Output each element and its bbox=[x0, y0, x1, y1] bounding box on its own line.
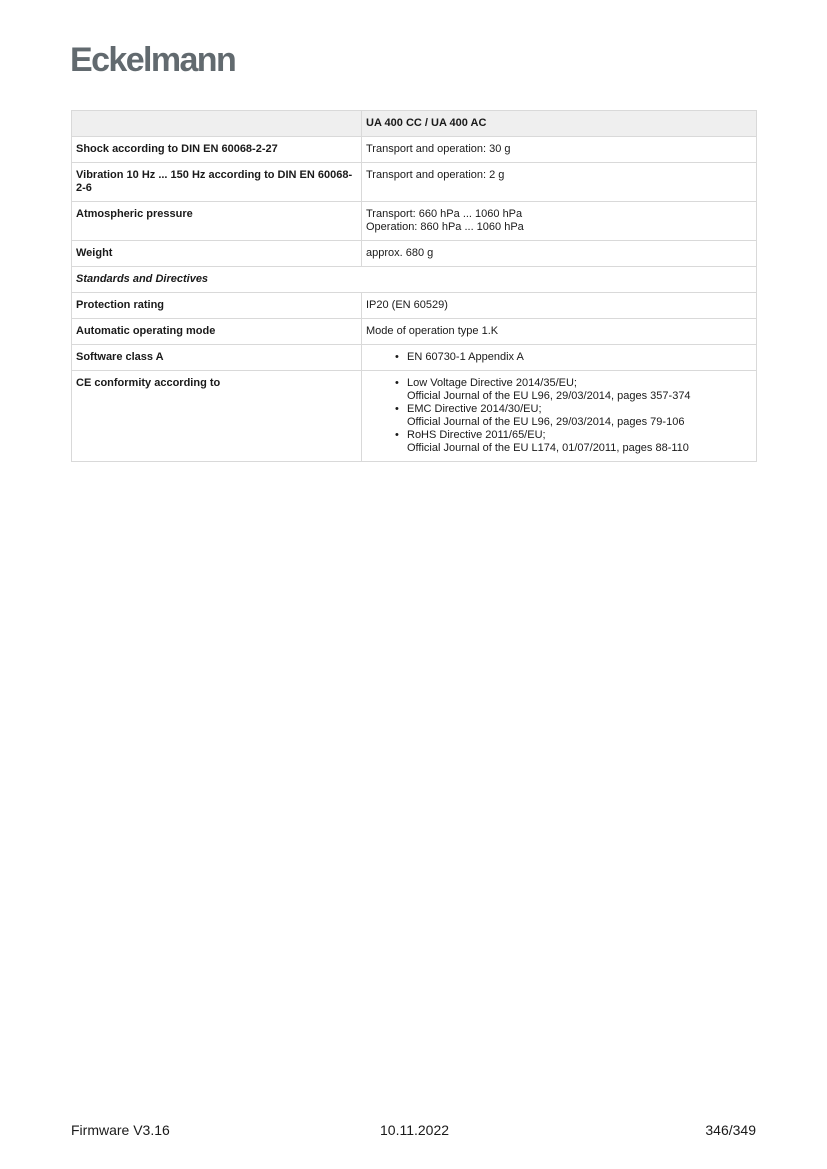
bullet-list bbox=[366, 377, 752, 455]
bullet-line: RoHS Directive 2011/65/EU; bbox=[407, 429, 546, 441]
bullet-item bbox=[395, 403, 752, 429]
row-value bbox=[362, 371, 757, 462]
eckelmann-logo: Eckelmann bbox=[70, 41, 236, 79]
bullet-line: Official Journal of the EU L96, 29/03/2014, pages 357-374 bbox=[407, 390, 691, 402]
row-value: Mode of operation type 1.K bbox=[362, 319, 757, 345]
bullet-item bbox=[395, 429, 752, 455]
bullet-icon: • bbox=[395, 403, 399, 415]
row-value bbox=[362, 202, 757, 241]
bullet-line: EMC Directive 2014/30/EU; bbox=[407, 403, 542, 415]
table-row bbox=[72, 163, 757, 202]
row-label: Software class A bbox=[72, 345, 362, 371]
table-row bbox=[72, 202, 757, 241]
table-row bbox=[72, 371, 757, 462]
footer-date: 10.11.2022 bbox=[380, 1122, 450, 1138]
footer-page-number: 346/349 bbox=[705, 1122, 756, 1138]
footer-firmware: Firmware V3.16 bbox=[71, 1122, 170, 1138]
value-line: Operation: 860 hPa ... 1060 hPa bbox=[366, 221, 524, 233]
row-label: Shock according to DIN EN 60068-2-27 bbox=[72, 137, 362, 163]
table-header-row bbox=[72, 111, 757, 137]
value-line: Transport: 660 hPa ... 1060 hPa bbox=[366, 208, 523, 220]
bullet-icon: • bbox=[395, 351, 399, 363]
table-row bbox=[72, 319, 757, 345]
header-cell-empty bbox=[72, 111, 362, 137]
table-row bbox=[72, 293, 757, 319]
specifications-table bbox=[71, 110, 757, 462]
table-row bbox=[72, 241, 757, 267]
row-value: Transport and operation: 30 g bbox=[362, 137, 757, 163]
bullet-line: Low Voltage Directive 2014/35/EU; bbox=[407, 377, 577, 389]
row-label: Automatic operating mode bbox=[72, 319, 362, 345]
row-label: CE conformity according to bbox=[72, 371, 362, 462]
row-label: Protection rating bbox=[72, 293, 362, 319]
bullet-list bbox=[366, 351, 752, 364]
row-value bbox=[362, 345, 757, 371]
bullet-icon: • bbox=[395, 429, 399, 441]
table-row bbox=[72, 137, 757, 163]
bullet-item bbox=[395, 351, 752, 364]
bullet-line: Official Journal of the EU L96, 29/03/2014, pages 79-106 bbox=[407, 416, 685, 428]
table-row bbox=[72, 345, 757, 371]
row-label: Atmospheric pressure bbox=[72, 202, 362, 241]
row-label: Weight bbox=[72, 241, 362, 267]
row-label: Vibration 10 Hz ... 150 Hz according to DIN EN 60068-2-6 bbox=[72, 163, 362, 202]
bullet-item bbox=[395, 377, 752, 403]
bullet-line: EN 60730-1 Appendix A bbox=[407, 351, 524, 363]
bullet-icon: • bbox=[395, 377, 399, 389]
section-row bbox=[72, 267, 757, 293]
bullet-line: Official Journal of the EU L174, 01/07/2011, pages 88-110 bbox=[407, 442, 689, 454]
row-value: Transport and operation: 2 g bbox=[362, 163, 757, 202]
row-value: IP20 (EN 60529) bbox=[362, 293, 757, 319]
section-title: Standards and Directives bbox=[72, 267, 757, 293]
header-cell-model: UA 400 CC / UA 400 AC bbox=[362, 111, 757, 137]
row-value: approx. 680 g bbox=[362, 241, 757, 267]
